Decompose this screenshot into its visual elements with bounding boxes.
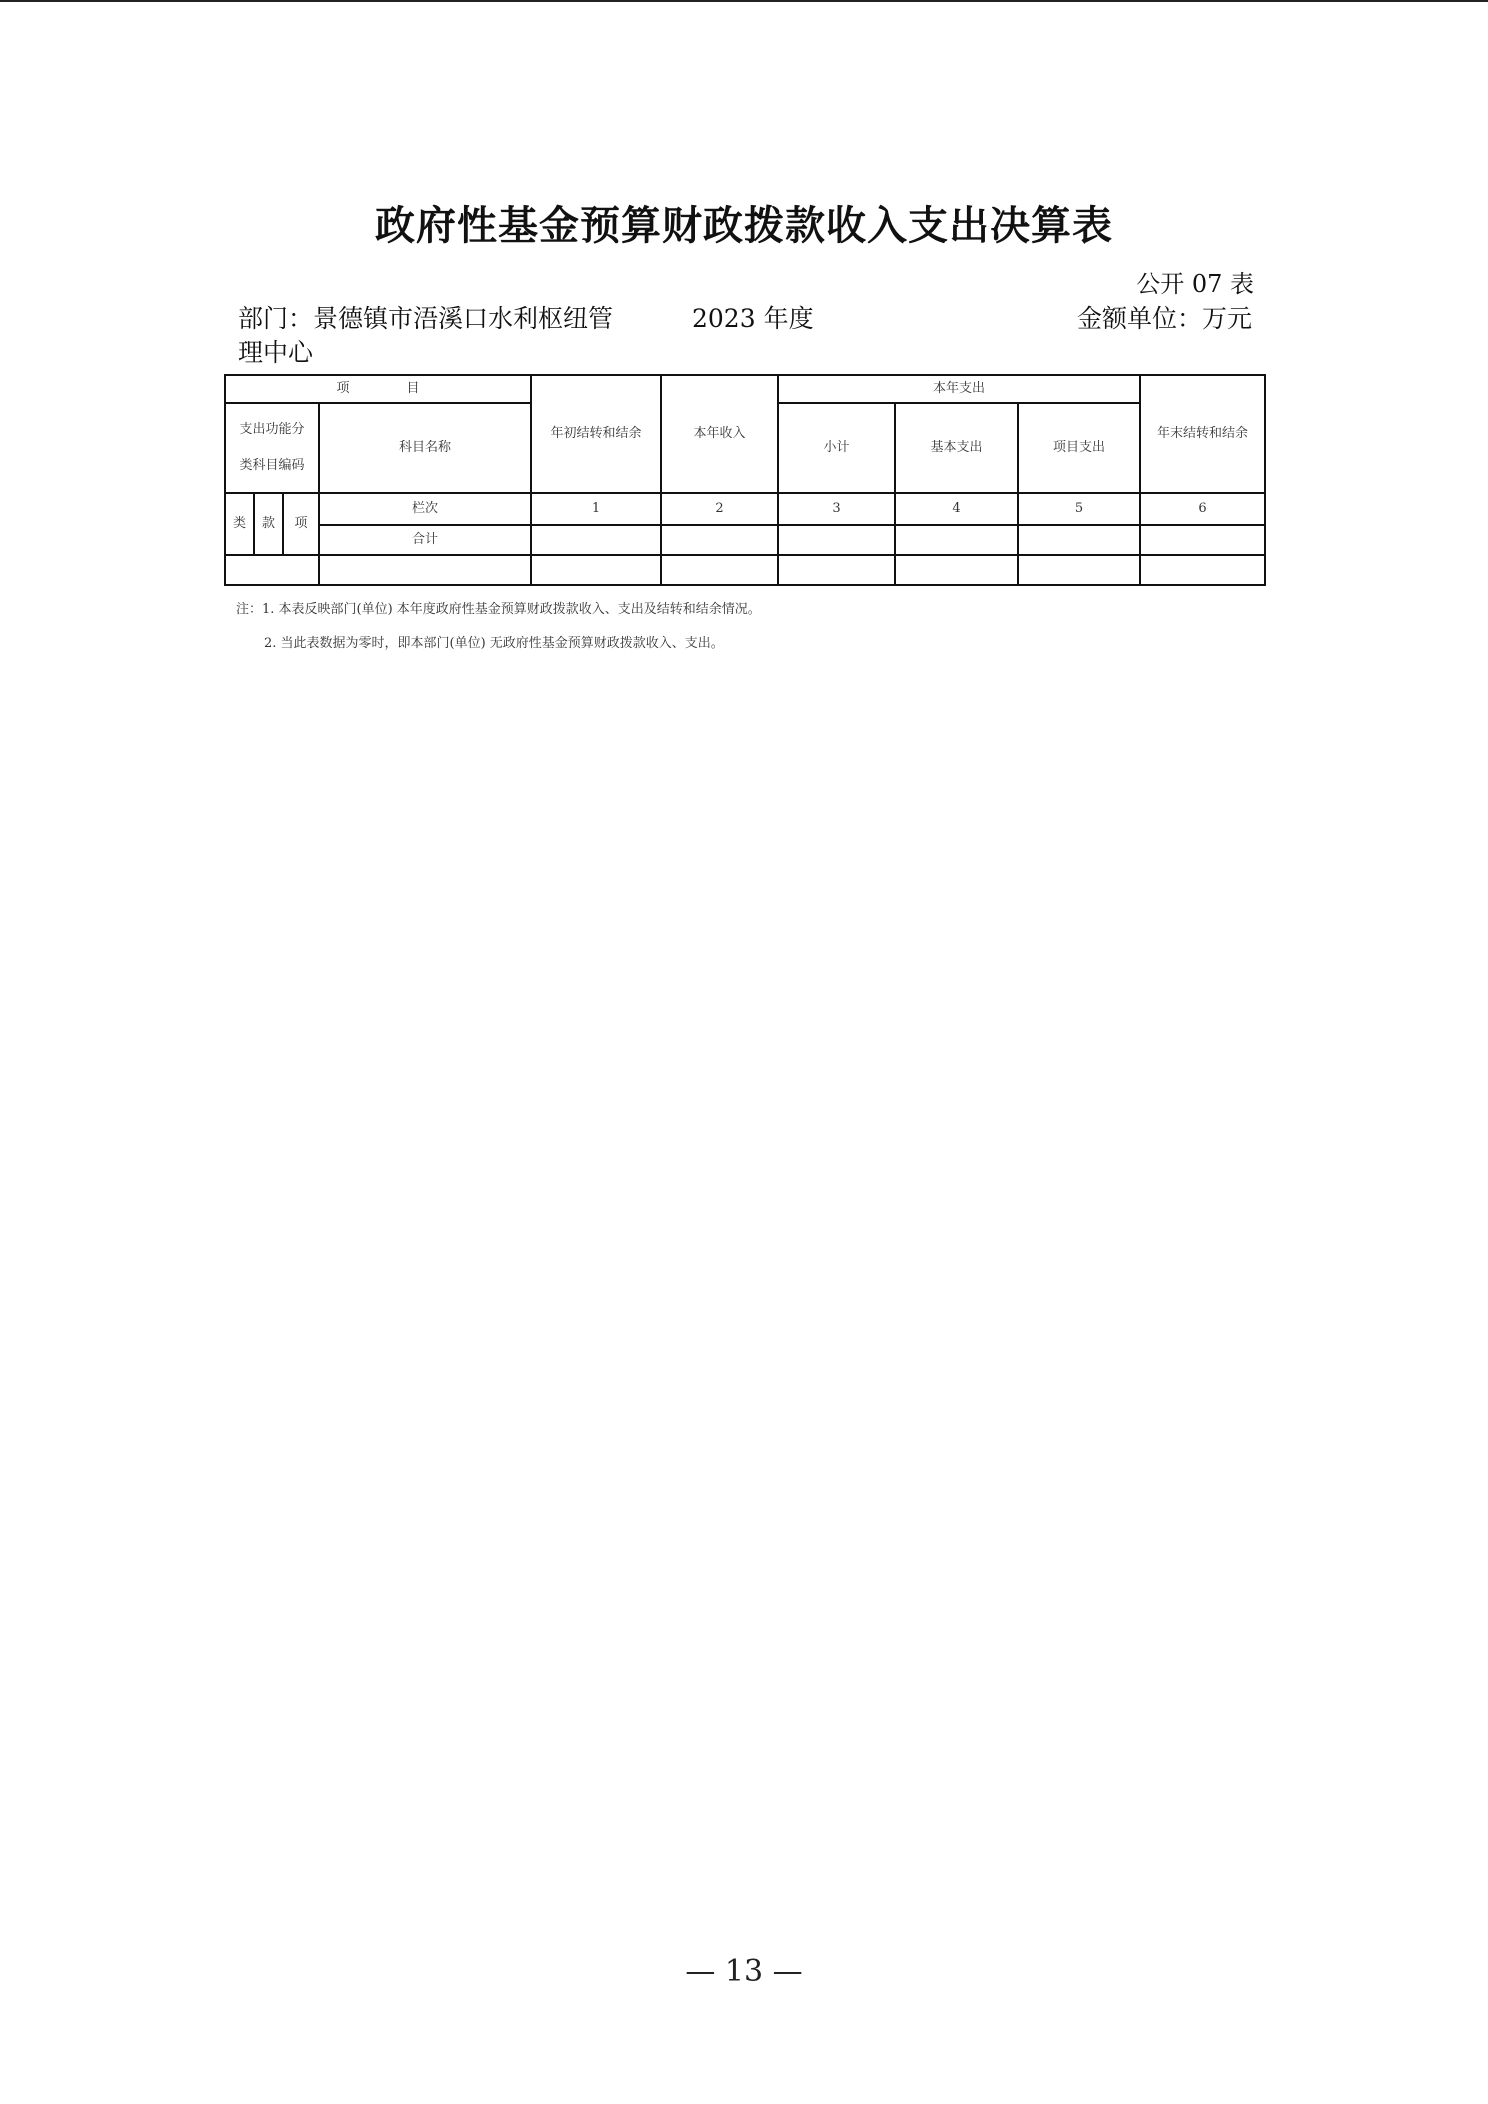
empty-cell	[1018, 555, 1140, 585]
budget-table	[224, 374, 1266, 586]
column-number-2: 2	[661, 493, 778, 525]
header-subitem: 项	[283, 493, 319, 555]
header-beginning-balance: 年初结转和结余	[531, 375, 661, 493]
empty-data-row	[225, 555, 1265, 585]
empty-cell	[319, 555, 531, 585]
empty-code-cell	[225, 555, 319, 585]
header-category: 类	[225, 493, 254, 555]
column-label: 栏次	[319, 493, 531, 525]
column-number-3: 3	[778, 493, 895, 525]
header-item: 项 目	[225, 375, 531, 403]
empty-cell	[895, 555, 1018, 585]
header-basic-expense: 基本支出	[895, 403, 1018, 493]
function-code-line-1: 支出功能分	[239, 422, 305, 437]
empty-cell	[531, 555, 661, 585]
header-current-income: 本年收入	[661, 375, 778, 493]
header-row-1	[225, 375, 1265, 403]
header-current-expense: 本年支出	[778, 375, 1140, 403]
total-cell	[1140, 525, 1265, 555]
total-cell	[531, 525, 661, 555]
column-number-5: 5	[1018, 493, 1140, 525]
column-number-row	[225, 493, 1265, 525]
empty-cell	[661, 555, 778, 585]
note-2: 2. 当此表数据为零时，即本部门(单位) 无政府性基金预算财政拨款收入、支出。	[264, 636, 724, 651]
note-1: 注：1. 本表反映部门(单位) 本年度政府性基金预算财政拨款收入、支出及结转和结余情况。	[236, 602, 761, 617]
document-title: 政府性基金预算财政拨款收入支出决算表	[375, 203, 1113, 249]
total-label: 合计	[319, 525, 531, 555]
column-number-4: 4	[895, 493, 1018, 525]
header-subtotal: 小计	[778, 403, 895, 493]
empty-cell	[778, 555, 895, 585]
column-number-1: 1	[531, 493, 661, 525]
total-cell	[895, 525, 1018, 555]
total-cell	[1018, 525, 1140, 555]
top-border-line	[0, 0, 1488, 2]
page-number: — 13 —	[685, 1954, 803, 1989]
header-function-code	[225, 403, 319, 493]
empty-cell	[1140, 555, 1265, 585]
total-row	[225, 525, 1265, 555]
function-code-line-2: 类科目编码	[239, 458, 305, 473]
total-cell	[778, 525, 895, 555]
department-label: 部门：景德镇市浯溪口水利枢纽管理中心	[238, 304, 614, 367]
header-section: 款	[254, 493, 283, 555]
header-ending-balance: 年末结转和结余	[1140, 375, 1265, 493]
total-cell	[661, 525, 778, 555]
header-project-expense: 项目支出	[1018, 403, 1140, 493]
fiscal-year: 2023 年度	[692, 304, 814, 333]
amount-unit: 金额单位：万元	[1076, 304, 1252, 333]
column-number-6: 6	[1140, 493, 1265, 525]
header-subject-name: 科目名称	[319, 403, 531, 493]
form-number: 公开 07 表	[1136, 270, 1254, 298]
